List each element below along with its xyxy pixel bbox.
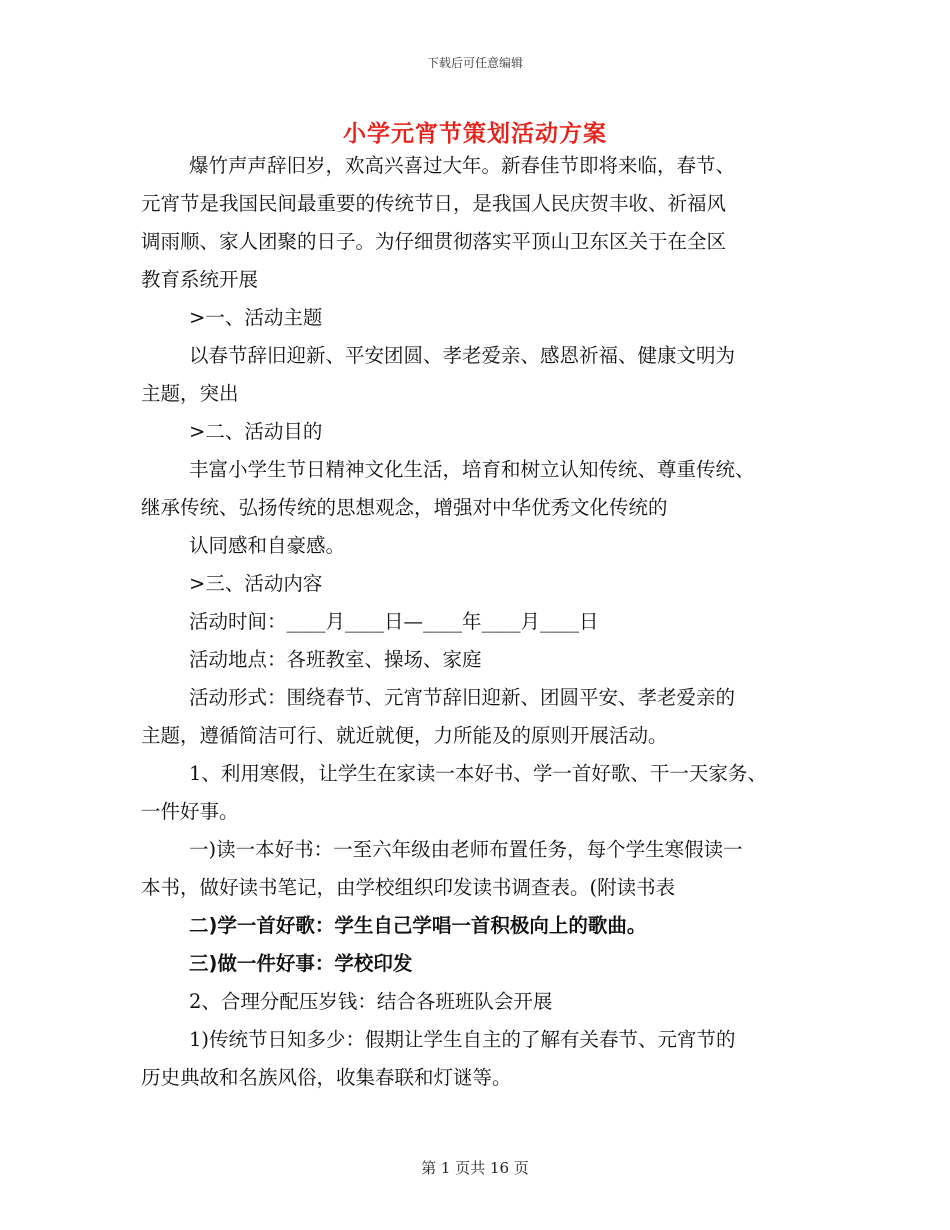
paragraph-line: 主题，突出 [141,382,239,405]
list-item-bold: 二)学一首好歌：学生自己学唱一首积极向上的歌曲。 [189,914,647,937]
activity-location: 活动地点：各班教室、操场、家庭 [189,648,482,671]
page-header: 下载后可任意编辑 [426,56,523,70]
paragraph-line: 元宵节是我国民间最重要的传统节日，是我国人民庆贺丰收、祈福风 [141,192,727,215]
section-heading: >一、活动主题 [189,306,323,329]
paragraph-line: 历史典故和名族风俗，收集春联和灯谜等。 [141,1066,512,1089]
paragraph-line: 认同感和自豪感。 [189,534,346,557]
list-item: 1)传统节日知多少：假期让学生自主的了解有关春节、元宵节的 [189,1028,736,1051]
list-item-bold: 三)做一件好事：学校印发 [189,952,413,975]
section-heading: >三、活动内容 [189,572,323,595]
paragraph-line: 一件好事。 [141,800,239,823]
paragraph-line: 丰富小学生节日精神文化生活，培育和树立认知传统、尊重传统、 [189,458,755,481]
paragraph-line: 爆竹声声辞旧岁，欢高兴喜过大年。新春佳节即将来临，春节、 [189,154,736,177]
list-item: 1、利用寒假，让学生在家读一本好书、学一首好歌、干一天家务、 [189,762,767,785]
paragraph-line: 教育系统开展 [141,268,259,291]
list-item: 2、合理分配压岁钱：结合各班班队会开展 [189,990,553,1013]
paragraph-line: 主题，遵循简洁可行、就近就便，力所能及的原则开展活动。 [141,724,668,747]
paragraph-line: 以春节辞旧迎新、平安团圆、孝老爱亲、感恩祈福、健康文明为 [189,344,736,367]
document-title: 小学元宵节策划活动方案 [343,120,607,147]
paragraph-line: 继承传统、弘扬传统的思想观念，增强对中华优秀文化传统的 [141,496,668,519]
paragraph-line: 调雨顺、家人团聚的日子。为仔细贯彻落实平顶山卫东区关于在全区 [141,230,727,253]
activity-form: 活动形式：围绕春节、元宵节辞旧迎新、团圆平安、孝老爱亲的 [189,686,736,709]
activity-time: 活动时间：____月____日—____年____月____日 [189,610,599,633]
page-footer: 第 1 页共 16 页 [421,1159,529,1177]
list-item: 一)读一本好书：一至六年级由老师布置任务，每个学生寒假读一 [189,838,743,861]
paragraph-line: 本书，做好读书笔记，由学校组织印发读书调查表。(附读书表 [141,876,676,899]
section-heading: >二、活动目的 [189,420,323,443]
